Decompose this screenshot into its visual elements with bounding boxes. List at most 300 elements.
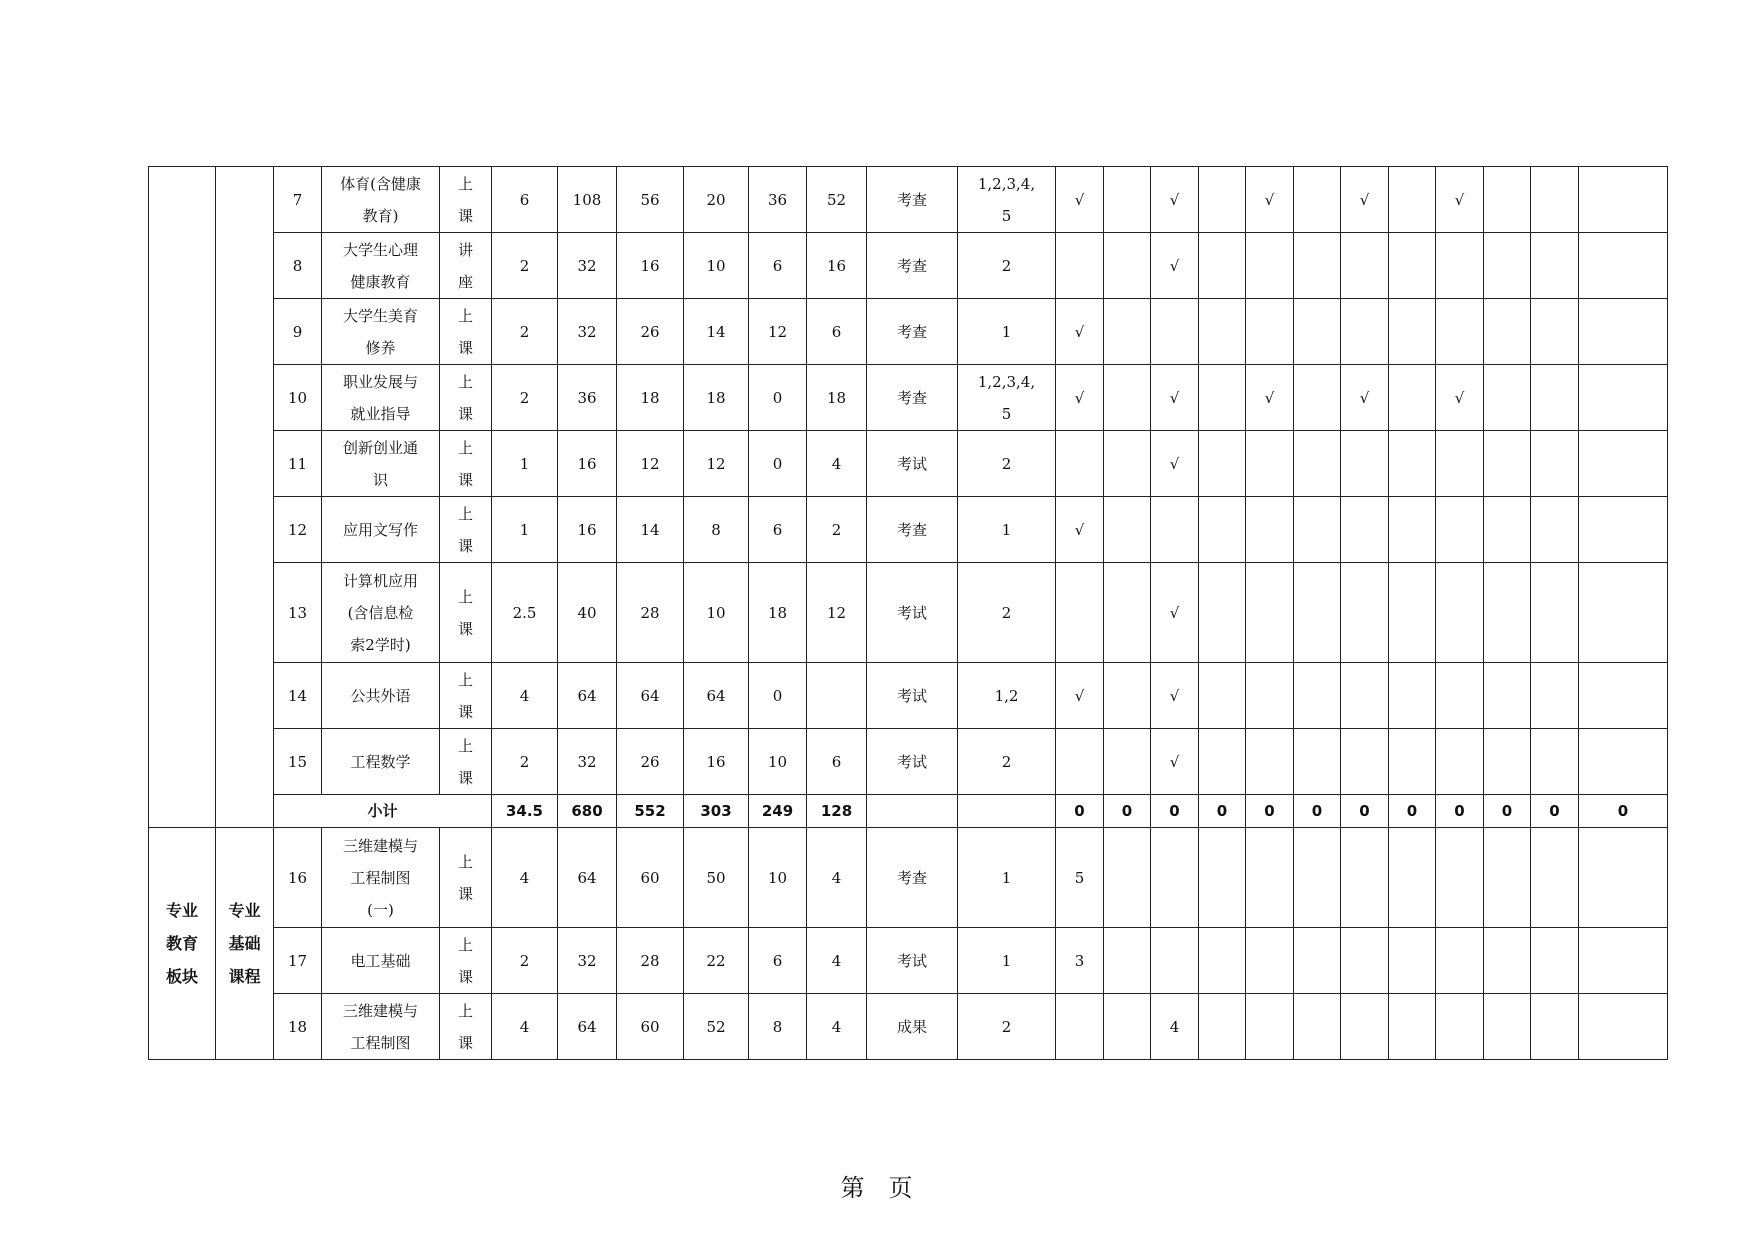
semester-mark <box>1104 729 1151 795</box>
table-row <box>149 729 1668 795</box>
course-h1: 60 <box>617 994 684 1060</box>
subtotal-mark: 0 <box>1294 795 1341 828</box>
semester-mark <box>1294 828 1341 928</box>
subtotal-mark: 0 <box>1246 795 1294 828</box>
course-exam: 考试 <box>867 928 958 994</box>
course-semester <box>958 828 1056 928</box>
semester-mark <box>1341 233 1389 299</box>
course-semester-line: 1 <box>1001 868 1012 887</box>
semester-mark <box>1151 828 1199 928</box>
subtotal-hours: 680 <box>558 795 617 828</box>
semester-mark <box>1246 563 1294 663</box>
course-name <box>322 729 440 795</box>
subtotal-h1: 552 <box>617 795 684 828</box>
semester-mark <box>1531 563 1579 663</box>
course-semester-line: 2 <box>1001 752 1012 771</box>
subtotal-mark: 0 <box>1056 795 1104 828</box>
subtotal-h2: 303 <box>684 795 749 828</box>
subtotal-h4: 128 <box>807 795 867 828</box>
course-number: 10 <box>274 365 322 431</box>
course-number: 11 <box>274 431 322 497</box>
course-h3: 8 <box>749 994 807 1060</box>
semester-mark <box>1341 928 1389 994</box>
course-number: 15 <box>274 729 322 795</box>
semester-mark <box>1484 928 1531 994</box>
semester-mark <box>1579 167 1668 233</box>
semester-mark <box>1151 928 1199 994</box>
course-semester <box>958 928 1056 994</box>
course-semester <box>958 233 1056 299</box>
course-number: 13 <box>274 563 322 663</box>
semester-mark <box>1531 431 1579 497</box>
course-h3: 6 <box>749 497 807 563</box>
table-row <box>149 828 1668 928</box>
course-name-line: 三维建模与 <box>342 1001 418 1020</box>
course-hours: 40 <box>558 563 617 663</box>
semester-mark <box>1579 994 1668 1060</box>
course-semester-line: 1 <box>1001 951 1012 970</box>
semester-mark <box>1294 365 1341 431</box>
semester-mark: √ <box>1436 365 1484 431</box>
course-type-line: 上 <box>457 306 473 325</box>
semester-mark <box>1341 299 1389 365</box>
course-name-line: 教育) <box>362 206 399 225</box>
course-number: 7 <box>274 167 322 233</box>
semester-mark <box>1056 563 1104 663</box>
semester-mark <box>1246 729 1294 795</box>
course-semester-line: 1,2,3,4, <box>977 372 1036 391</box>
course-hours: 108 <box>558 167 617 233</box>
course-name-line: 职业发展与 <box>342 372 418 391</box>
semester-mark <box>1484 563 1531 663</box>
semester-mark <box>1199 365 1246 431</box>
course-credits: 1 <box>492 497 558 563</box>
semester-mark <box>1341 663 1389 729</box>
course-name-line: 工程数学 <box>350 752 411 771</box>
semester-mark <box>1104 497 1151 563</box>
course-h2: 10 <box>684 233 749 299</box>
semester-mark <box>1104 828 1151 928</box>
course-h4: 4 <box>807 431 867 497</box>
section-block-label-line: 教育 <box>165 934 198 953</box>
course-number: 9 <box>274 299 322 365</box>
course-semester-line: 1 <box>1001 520 1012 539</box>
course-name <box>322 497 440 563</box>
semester-mark <box>1104 167 1151 233</box>
course-name <box>322 828 440 928</box>
semester-mark <box>1389 563 1436 663</box>
course-name-line: (含信息检 <box>347 603 414 622</box>
course-number: 8 <box>274 233 322 299</box>
semester-mark: √ <box>1246 167 1294 233</box>
page-footer <box>0 1168 1753 1203</box>
course-semester <box>958 563 1056 663</box>
course-name <box>322 167 440 233</box>
semester-mark <box>1199 167 1246 233</box>
semester-mark <box>1341 828 1389 928</box>
subtotal-credits: 34.5 <box>492 795 558 828</box>
semester-mark <box>1531 663 1579 729</box>
course-name-line: 工程制图 <box>350 868 411 887</box>
semester-mark <box>1104 299 1151 365</box>
semester-mark <box>1436 497 1484 563</box>
course-h1: 14 <box>617 497 684 563</box>
subtotal-row <box>149 795 1668 828</box>
course-name <box>322 365 440 431</box>
semester-mark <box>1246 233 1294 299</box>
course-credits: 4 <box>492 994 558 1060</box>
course-name-line: 大学生美育 <box>342 306 418 325</box>
semester-mark <box>1199 431 1246 497</box>
course-name-line: 公共外语 <box>350 686 411 705</box>
semester-mark <box>1531 167 1579 233</box>
course-semester-line: 1,2,3,4, <box>977 174 1036 193</box>
course-hours: 32 <box>558 233 617 299</box>
semester-mark <box>1246 299 1294 365</box>
course-exam: 考查 <box>867 299 958 365</box>
semester-mark <box>1436 233 1484 299</box>
course-hours: 32 <box>558 729 617 795</box>
subtotal-mark: 0 <box>1389 795 1436 828</box>
section-category-label-line: 专业 <box>228 901 261 920</box>
semester-mark <box>1104 365 1151 431</box>
semester-mark <box>1531 233 1579 299</box>
semester-mark: √ <box>1056 663 1104 729</box>
course-h2: 52 <box>684 994 749 1060</box>
course-name <box>322 431 440 497</box>
semester-mark <box>1199 928 1246 994</box>
course-h4: 52 <box>807 167 867 233</box>
semester-mark <box>1246 994 1294 1060</box>
semester-mark <box>1341 994 1389 1060</box>
course-name-line: 索2学时) <box>350 635 411 654</box>
course-exam: 考试 <box>867 663 958 729</box>
section-category-label <box>216 828 274 1060</box>
course-semester <box>958 365 1056 431</box>
course-name-line: 体育(含健康 <box>340 174 421 193</box>
semester-mark <box>1579 663 1668 729</box>
course-h2: 12 <box>684 431 749 497</box>
page-footer-right: 页 <box>888 1174 913 1202</box>
course-credits: 4 <box>492 663 558 729</box>
semester-mark <box>1199 563 1246 663</box>
semester-mark <box>1579 365 1668 431</box>
course-type <box>440 431 492 497</box>
course-type <box>440 167 492 233</box>
semester-mark <box>1104 994 1151 1060</box>
course-h3: 10 <box>749 828 807 928</box>
semester-mark <box>1151 299 1199 365</box>
course-h2: 18 <box>684 365 749 431</box>
course-hours: 16 <box>558 497 617 563</box>
course-name-line: 电工基础 <box>350 951 411 970</box>
semester-mark: √ <box>1151 233 1199 299</box>
semester-mark <box>1294 299 1341 365</box>
course-exam: 考查 <box>867 233 958 299</box>
semester-mark <box>1246 663 1294 729</box>
semester-mark <box>1199 663 1246 729</box>
semester-mark <box>1579 299 1668 365</box>
semester-mark <box>1436 299 1484 365</box>
course-h4: 12 <box>807 563 867 663</box>
course-hours: 32 <box>558 928 617 994</box>
semester-mark <box>1199 828 1246 928</box>
semester-mark <box>1389 365 1436 431</box>
semester-mark <box>1246 828 1294 928</box>
course-type-line: 座 <box>457 272 473 291</box>
course-exam: 考查 <box>867 167 958 233</box>
table-row <box>149 365 1668 431</box>
table-row <box>149 663 1668 729</box>
table-row <box>149 994 1668 1060</box>
course-type-line: 上 <box>457 736 473 755</box>
course-semester-line: 5 <box>1001 206 1012 225</box>
semester-mark <box>1389 729 1436 795</box>
semester-mark <box>1341 497 1389 563</box>
course-number: 14 <box>274 663 322 729</box>
course-h4: 6 <box>807 299 867 365</box>
semester-mark <box>1531 928 1579 994</box>
course-credits: 2 <box>492 729 558 795</box>
semester-mark <box>1246 431 1294 497</box>
course-credits: 2 <box>492 299 558 365</box>
semester-mark: √ <box>1056 497 1104 563</box>
semester-mark: 5 <box>1056 828 1104 928</box>
semester-mark <box>1389 994 1436 1060</box>
semester-mark <box>1579 828 1668 928</box>
semester-mark: 3 <box>1056 928 1104 994</box>
course-h1: 26 <box>617 729 684 795</box>
semester-mark <box>1341 431 1389 497</box>
course-semester <box>958 497 1056 563</box>
section-block-label-line: 板块 <box>165 967 198 986</box>
course-h3: 18 <box>749 563 807 663</box>
course-h2: 22 <box>684 928 749 994</box>
course-type <box>440 233 492 299</box>
course-type-line: 上 <box>457 670 473 689</box>
semester-mark <box>1484 431 1531 497</box>
subtotal-mark: 0 <box>1579 795 1668 828</box>
subtotal-semester <box>958 795 1056 828</box>
semester-mark <box>1056 994 1104 1060</box>
course-h4: 4 <box>807 828 867 928</box>
course-exam: 考查 <box>867 828 958 928</box>
course-type <box>440 299 492 365</box>
course-name-line: 应用文写作 <box>342 520 418 539</box>
course-type-line: 课 <box>457 206 473 225</box>
course-h2: 8 <box>684 497 749 563</box>
semester-mark <box>1294 233 1341 299</box>
semester-mark <box>1579 563 1668 663</box>
semester-mark <box>1579 729 1668 795</box>
course-h1: 28 <box>617 563 684 663</box>
semester-mark: √ <box>1436 167 1484 233</box>
subtotal-mark: 0 <box>1341 795 1389 828</box>
table-row <box>149 563 1668 663</box>
table-row <box>149 431 1668 497</box>
course-type <box>440 497 492 563</box>
semester-mark <box>1389 167 1436 233</box>
course-h2: 50 <box>684 828 749 928</box>
semester-mark <box>1531 497 1579 563</box>
semester-mark: √ <box>1151 167 1199 233</box>
course-exam: 考试 <box>867 729 958 795</box>
semester-mark <box>1056 729 1104 795</box>
semester-mark <box>1199 233 1246 299</box>
course-number: 12 <box>274 497 322 563</box>
semester-mark: √ <box>1341 365 1389 431</box>
semester-mark <box>1151 497 1199 563</box>
course-name-line: 识 <box>372 470 388 489</box>
course-h1: 12 <box>617 431 684 497</box>
semester-mark <box>1531 299 1579 365</box>
semester-mark <box>1389 233 1436 299</box>
course-type <box>440 663 492 729</box>
course-semester <box>958 299 1056 365</box>
course-name-line: 工程制图 <box>350 1033 411 1052</box>
course-h1: 56 <box>617 167 684 233</box>
semester-mark <box>1484 497 1531 563</box>
course-h1: 18 <box>617 365 684 431</box>
course-h1: 26 <box>617 299 684 365</box>
semester-mark: √ <box>1056 365 1104 431</box>
course-h4 <box>807 663 867 729</box>
course-type-line: 课 <box>457 1033 473 1052</box>
semester-mark <box>1484 233 1531 299</box>
course-h3: 0 <box>749 365 807 431</box>
semester-mark <box>1484 729 1531 795</box>
course-number: 18 <box>274 994 322 1060</box>
course-h3: 12 <box>749 299 807 365</box>
semester-mark <box>1294 663 1341 729</box>
course-plan-table <box>148 166 1668 1060</box>
course-type-line: 上 <box>457 1001 473 1020</box>
course-semester-line: 1 <box>1001 322 1012 341</box>
course-h2: 16 <box>684 729 749 795</box>
semester-mark <box>1104 431 1151 497</box>
semester-mark <box>1389 928 1436 994</box>
course-h4: 4 <box>807 994 867 1060</box>
course-h4: 6 <box>807 729 867 795</box>
semester-mark <box>1484 167 1531 233</box>
course-type-line: 课 <box>457 619 473 638</box>
semester-mark <box>1389 497 1436 563</box>
semester-mark: √ <box>1056 167 1104 233</box>
course-type <box>440 994 492 1060</box>
course-hours: 64 <box>558 828 617 928</box>
course-name-line: 三维建模与 <box>342 836 418 855</box>
course-h3: 6 <box>749 233 807 299</box>
course-name-line: 修养 <box>365 338 396 357</box>
course-type-line: 课 <box>457 338 473 357</box>
semester-mark <box>1104 928 1151 994</box>
semester-mark <box>1484 994 1531 1060</box>
subtotal-mark: 0 <box>1436 795 1484 828</box>
semester-mark <box>1531 729 1579 795</box>
course-type <box>440 828 492 928</box>
course-exam: 成果 <box>867 994 958 1060</box>
course-h3: 36 <box>749 167 807 233</box>
semester-mark <box>1294 497 1341 563</box>
semester-mark <box>1246 928 1294 994</box>
table-row <box>149 928 1668 994</box>
semester-mark <box>1294 431 1341 497</box>
course-semester-line: 2 <box>1001 256 1012 275</box>
course-name <box>322 928 440 994</box>
course-type-line: 课 <box>457 470 473 489</box>
course-semester <box>958 663 1056 729</box>
semester-mark <box>1389 431 1436 497</box>
table-row <box>149 233 1668 299</box>
course-hours: 36 <box>558 365 617 431</box>
semester-mark <box>1436 431 1484 497</box>
course-type-line: 上 <box>457 587 473 606</box>
table-row <box>149 497 1668 563</box>
course-name-line: 创新创业通 <box>342 438 418 457</box>
course-name <box>322 994 440 1060</box>
course-h2: 14 <box>684 299 749 365</box>
semester-mark <box>1294 563 1341 663</box>
course-semester <box>958 994 1056 1060</box>
semester-mark <box>1294 167 1341 233</box>
course-h1: 60 <box>617 828 684 928</box>
course-credits: 2 <box>492 928 558 994</box>
course-h1: 16 <box>617 233 684 299</box>
course-h3: 0 <box>749 663 807 729</box>
course-number: 17 <box>274 928 322 994</box>
course-h4: 18 <box>807 365 867 431</box>
semester-mark <box>1531 828 1579 928</box>
semester-mark <box>1436 928 1484 994</box>
semester-mark <box>1436 663 1484 729</box>
course-h3: 0 <box>749 431 807 497</box>
semester-mark <box>1436 563 1484 663</box>
course-type-line: 上 <box>457 852 473 871</box>
course-type <box>440 365 492 431</box>
semester-mark <box>1484 663 1531 729</box>
semester-mark <box>1436 729 1484 795</box>
semester-mark: √ <box>1151 563 1199 663</box>
course-type-line: 上 <box>457 935 473 954</box>
course-h2: 10 <box>684 563 749 663</box>
section-block-cell <box>149 167 216 828</box>
course-name <box>322 563 440 663</box>
semester-mark <box>1531 365 1579 431</box>
semester-mark <box>1484 299 1531 365</box>
course-type-line: 讲 <box>457 240 473 259</box>
semester-mark <box>1341 729 1389 795</box>
semester-mark <box>1246 497 1294 563</box>
subtotal-exam <box>867 795 958 828</box>
course-exam: 考查 <box>867 365 958 431</box>
section-block-label <box>149 828 216 1060</box>
course-hours: 16 <box>558 431 617 497</box>
semester-mark: √ <box>1056 299 1104 365</box>
course-type-line: 课 <box>457 768 473 787</box>
course-h4: 16 <box>807 233 867 299</box>
course-type-line: 课 <box>457 404 473 423</box>
page-footer-left: 第 <box>840 1174 865 1202</box>
course-h2: 64 <box>684 663 749 729</box>
table-row <box>149 299 1668 365</box>
course-hours: 64 <box>558 663 617 729</box>
course-credits: 2 <box>492 365 558 431</box>
semester-mark <box>1104 563 1151 663</box>
course-exam: 考试 <box>867 431 958 497</box>
course-credits: 2 <box>492 233 558 299</box>
section-category-label-line: 基础 <box>228 934 261 953</box>
course-h1: 64 <box>617 663 684 729</box>
